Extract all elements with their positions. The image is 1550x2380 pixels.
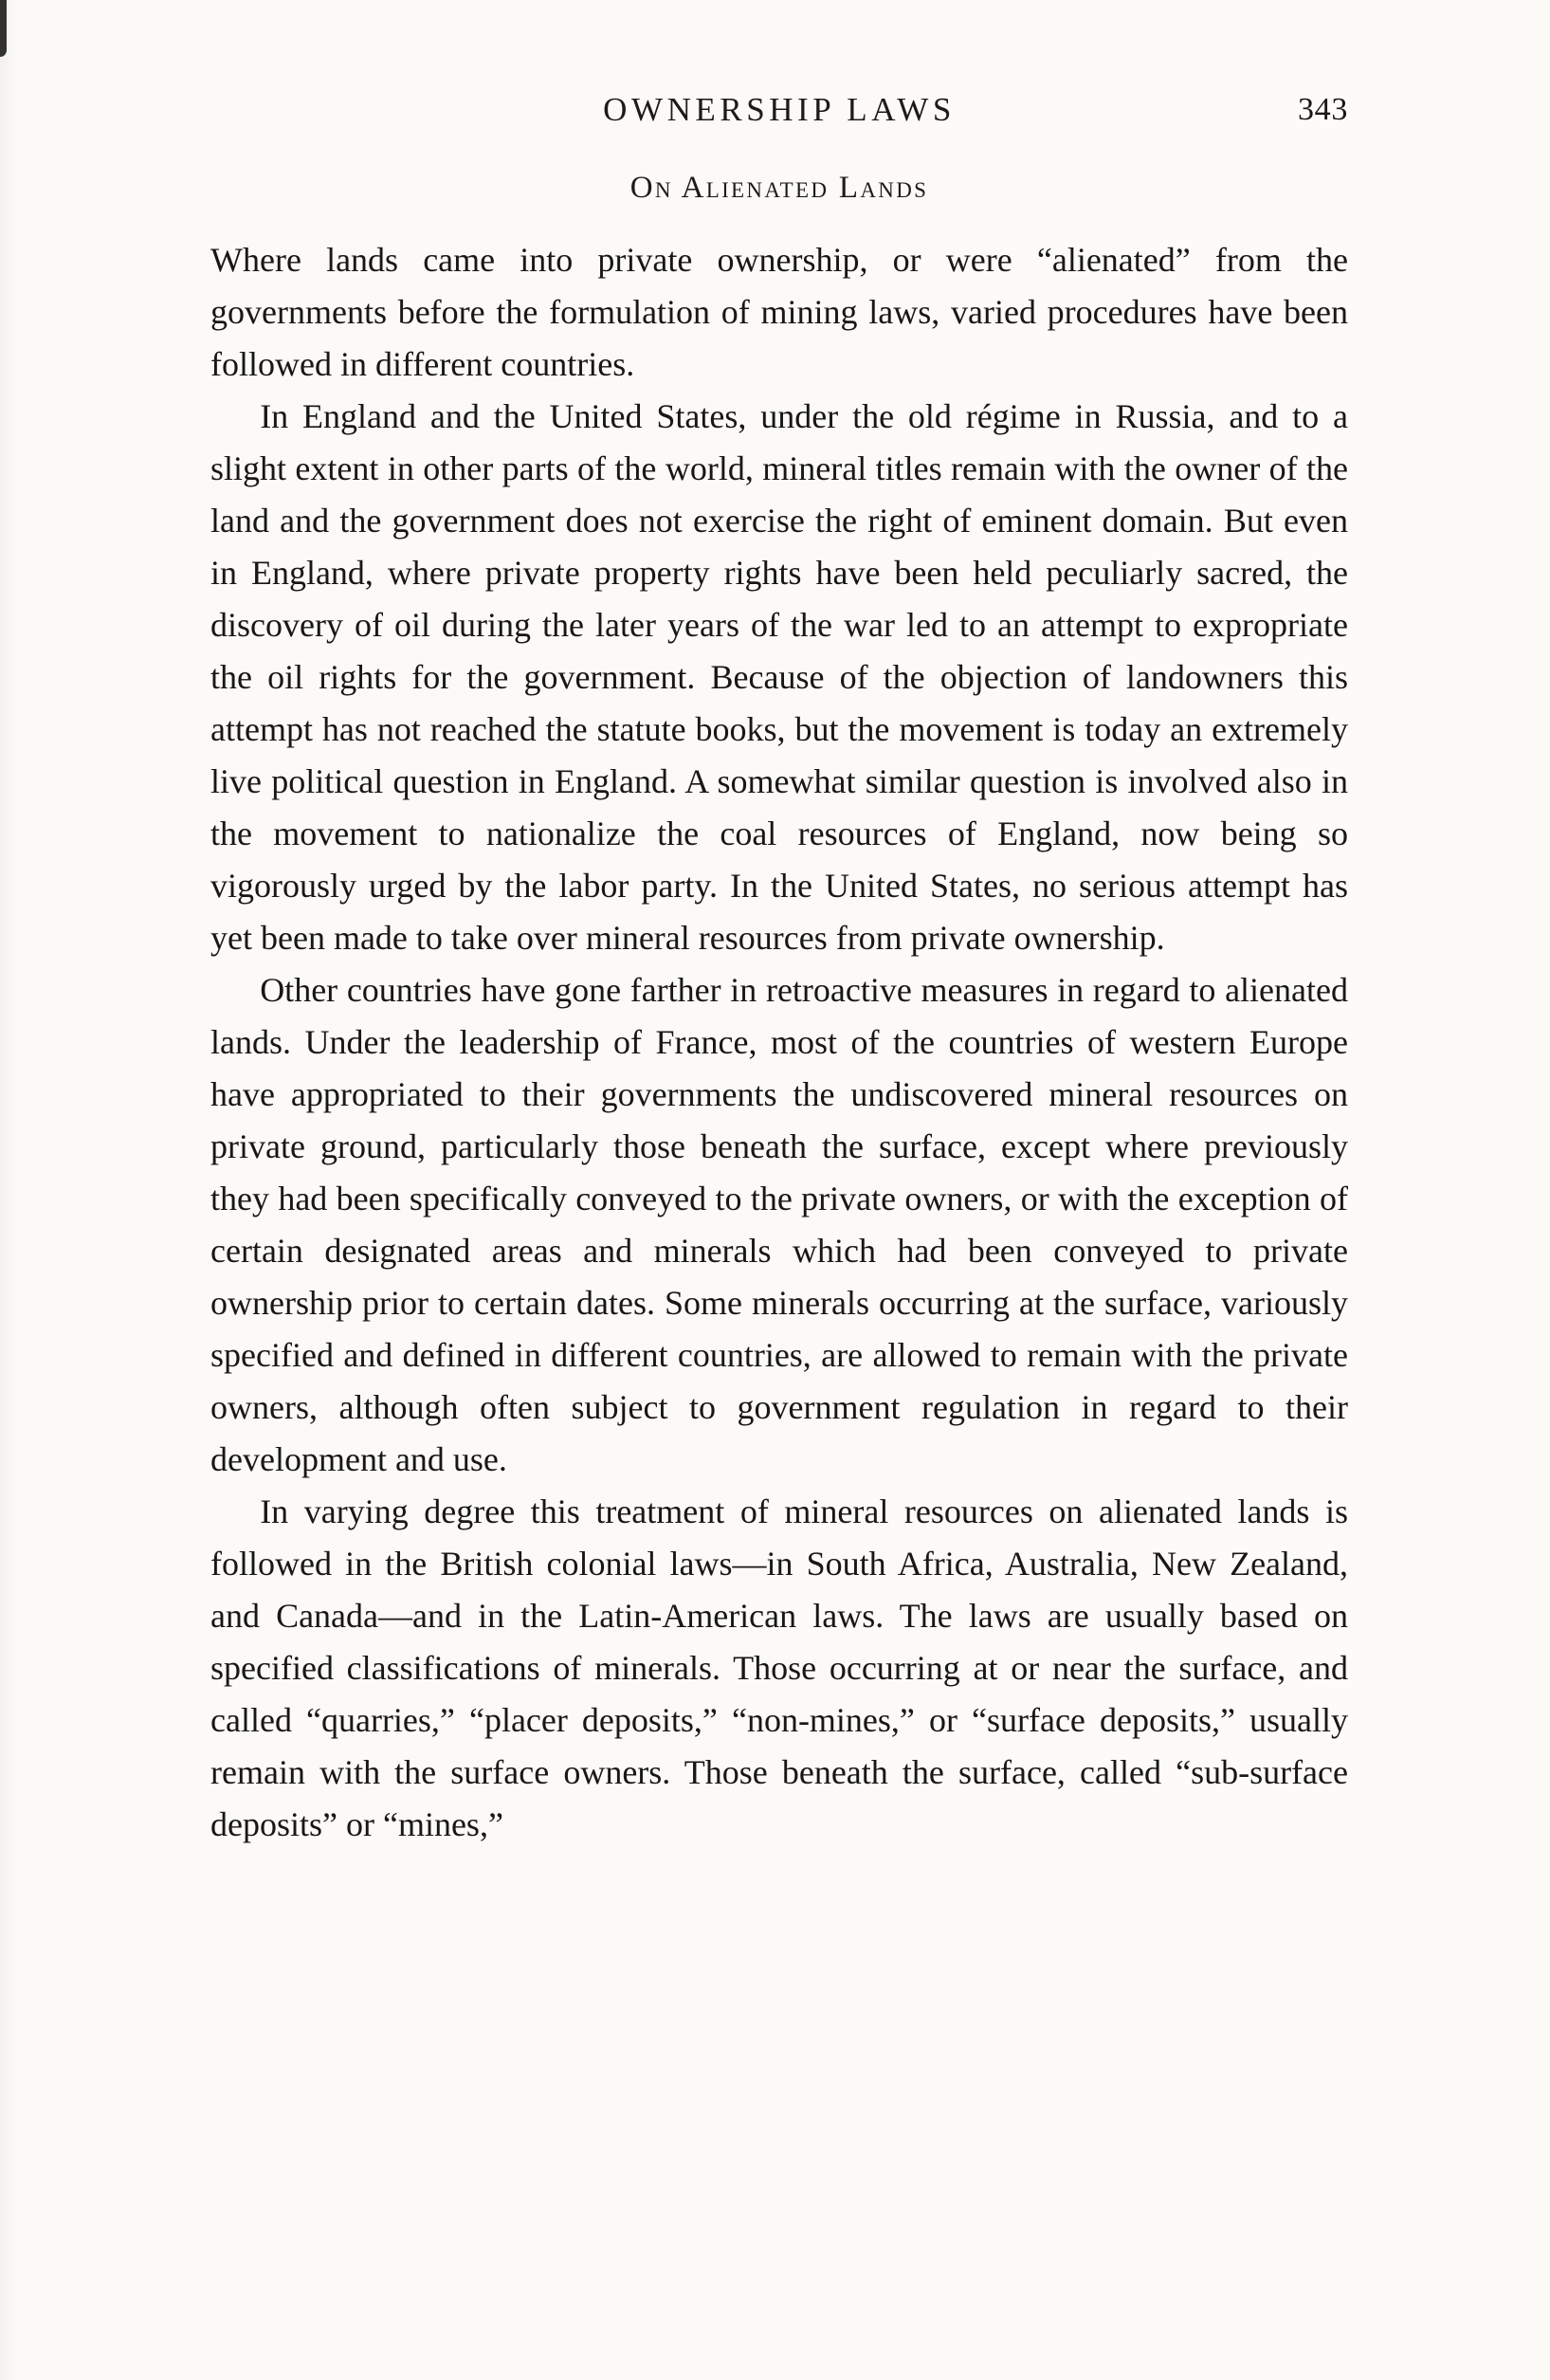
page-number: 343 <box>1297 92 1348 127</box>
scan-edge-artifact <box>0 0 7 57</box>
page-header <box>210 91 1348 137</box>
paragraph: Where lands came into private ownership, or were “alienated” from the governments before the formulation of mining laws, varied procedures have been followed in different countries. <box>210 241 1348 383</box>
paragraph: In England and the United States, under the old régime in Russia, and to a slight extent in other parts of the world, mineral titles remain with the owner of the land and the government does not exercise the right of eminent domain. But even in England, where private property rights have been held peculiarly sacred, the discovery of oil during the later years of the war led to an attempt to expropriate the oil rights for the government. Because of the objection of landowners this attempt has not reached the statute books, but the movement is today an extremely live political question in England. A somewhat similar question is involved also in the movement to nationalize the coal resources of England, now being so vigorously urged by the labor party. In the United States, no serious attempt has yet been made to take over mineral resources from private ownership. <box>210 397 1348 957</box>
section-heading: On Alienated Lands <box>629 171 929 205</box>
body-text <box>210 234 1348 1851</box>
paragraph: Other countries have gone farther in retroactive measures in regard to alienated lands. Under the leadership of France, most of the countries of western Europe have appropriated to their governments the undiscovered mineral resources on private ground, particularly those beneath the surface, except where previously they had been specifically conveyed to the private owners, or with the exception of certain designated areas and minerals which had been conveyed to private ownership prior to certain dates. Some minerals occurring at the surface, variously specified and defined in different countries, are allowed to remain with the private owners, although often subject to government regulation in regard to their development and use. <box>210 971 1348 1478</box>
text-block <box>210 91 1348 1851</box>
paragraph: In varying degree this treatment of mineral resources on alienated lands is followed in the British colonial laws—in South Africa, Australia, New Zealand, and Canada—and in the Latin-American laws. The laws are usually based on specified classifications of minerals. Those occurring at or near the surface, and called “quarries,” “placer deposits,” “non-mines,” or “surface deposits,” usually remain with the surface owners. Those beneath the surface, called “sub-surface deposits” or “mines,” <box>210 1492 1348 1843</box>
running-title: OWNERSHIP LAWS <box>603 91 956 128</box>
